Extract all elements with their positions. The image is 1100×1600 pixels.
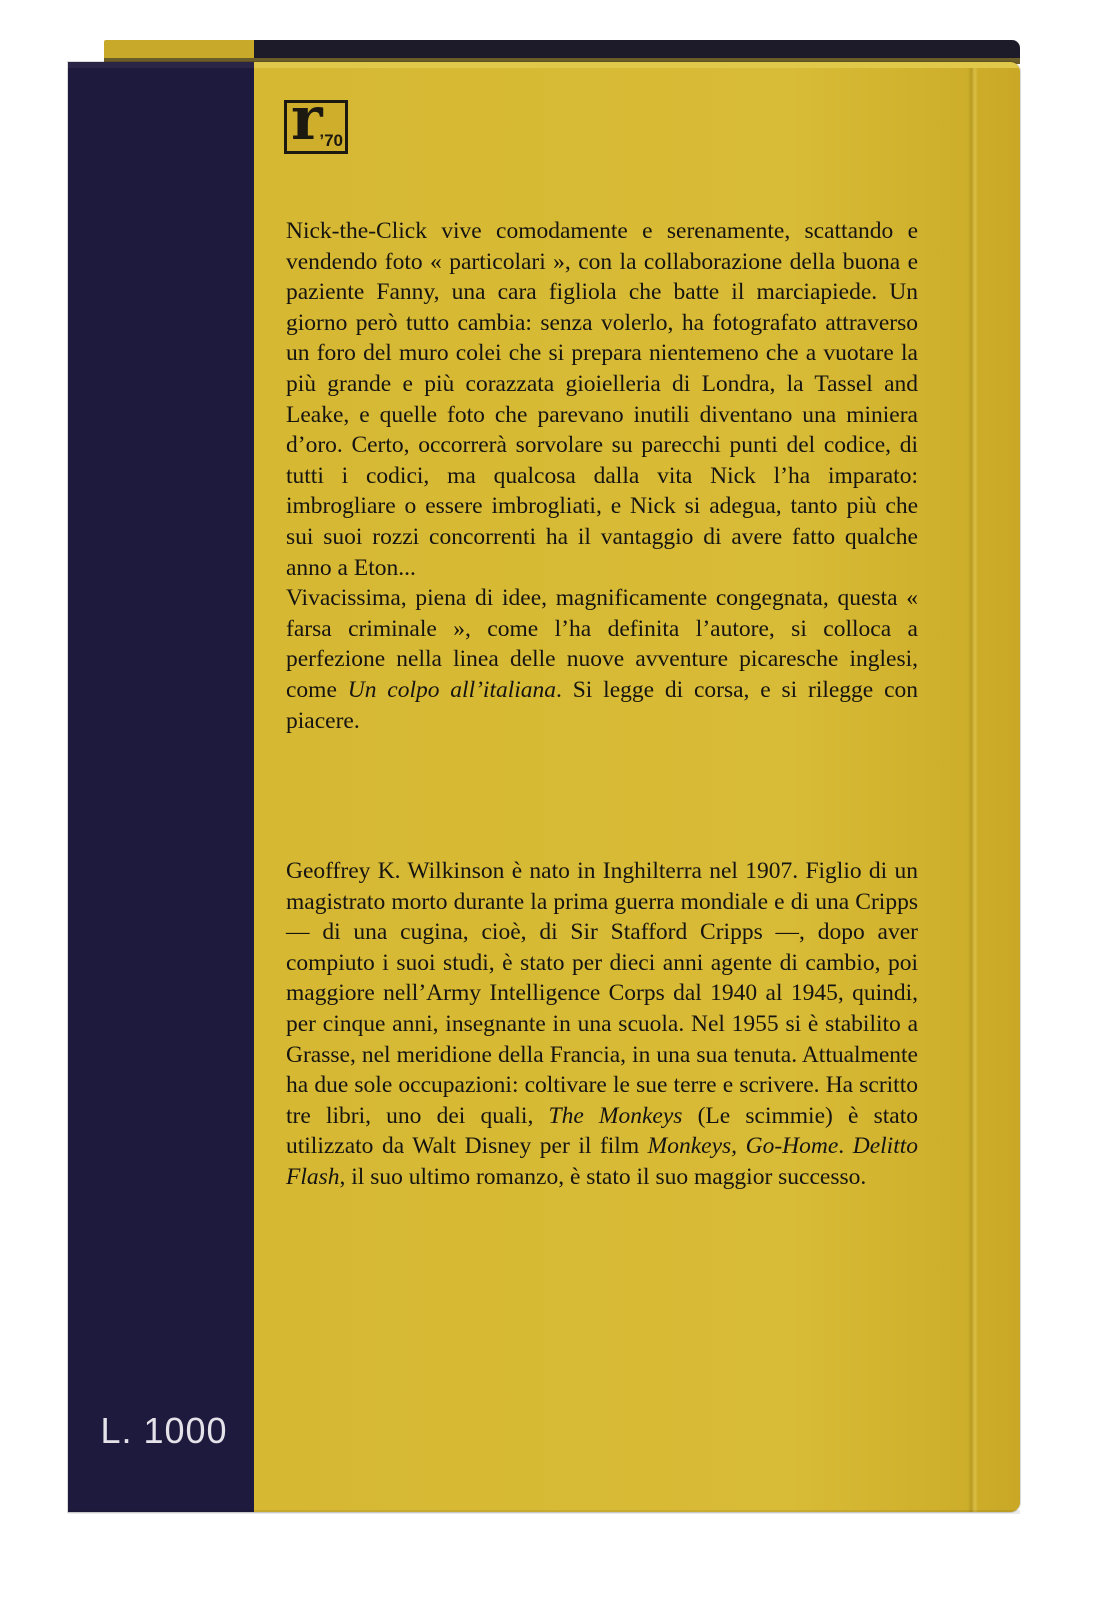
blurb-p2-end: . Si legge di corsa, e si rilegge con piacere.: [286, 676, 918, 734]
blurb-paragraph-1: Nick-the-Click vive comodamente e serenamente, scattando e vendendo foto « particolari », con la collaborazione della buona e paziente Fanny, una cara figliola che batte il marciapiede. Un giorno però tutto cambia: senza volerlo, ha fotografato attraverso un foro del muro colei che si prepara nientemeno che a vuotare la più grande e più corazzata gioielleria di Londra, la Tassel and Leake, e quelle foto che parevano inutili diventano una miniera d’oro. Certo, occorrerà sorvolare su parecchi punti del codice, di tutti i codici, ma qualcosa dalla vita Nick l’ha imparato: imbrogliare o essere imbrogliati, e Nick si adegua, tanto più che sui suoi rozzi concorrenti ha il vantaggio di avere fatto qualche anno a Eton...: [286, 218, 918, 581]
cover-bottom-shadow: [68, 1510, 1020, 1514]
spine-band: [68, 62, 254, 1512]
cover-top-edge: [68, 62, 1020, 68]
logo-suffix: ’70: [319, 131, 343, 150]
publisher-logo: [284, 84, 348, 154]
blurb-paragraph-2: [286, 583, 918, 736]
cover-hinge: [968, 62, 978, 1512]
book-title-monkeys: The Monkeys: [548, 1102, 683, 1129]
blurb-p2-text: Vivacissima, piena di idee, magnificamente congegnata, questa « farsa criminale », come l’ha definita l’autore, si colloca a perfezione nella linea delle nuove avventure picaresche inglesi, come: [286, 585, 918, 703]
second-book-top-edge: [104, 40, 1020, 64]
bio-paragraph: [286, 856, 918, 1193]
blurb-text: [286, 216, 918, 736]
book-title-delitto-flash: Delitto Flash: [286, 1133, 919, 1190]
bio-text-3: .: [838, 1133, 853, 1160]
bio-text-4: , il suo ultimo romanzo, è stato il suo maggior successo.: [339, 1163, 867, 1190]
price-label: L. 1000: [100, 1410, 228, 1451]
film-title-italic: Un colpo all’italiana: [347, 676, 557, 703]
logo-letter: r: [291, 84, 323, 154]
film-title-monkeys-go-home: Monkeys, Go-Home: [647, 1133, 839, 1160]
bio-text-1: Geoffrey K. Wilkinson è nato in Inghilterra nel 1907. Figlio di un magistrato morto durante la prima guerra mondiale e di una Cripps — di una cugina, cioè, di Sir Stafford Cripps —, dopo aver compiuto i suoi studi, è stato per dieci anni agente di cambio, poi maggiore nell’Army Intelligence Corps dal 1940 al 1945, quindi, per cinque anni, insegnante in una scuola. Nel 1955 si è stabilito a Grasse, nel meridione della Francia, in una sua tenuta. Attualmente ha due sole occupazioni: coltivare le sue terre e scrivere. Ha scritto tre libri, uno dei quali,: [286, 858, 918, 1129]
bio-text-2: (Le scimmie) è stato utilizzato da Walt Disney per il film: [286, 1102, 918, 1160]
author-bio: [286, 856, 918, 1193]
